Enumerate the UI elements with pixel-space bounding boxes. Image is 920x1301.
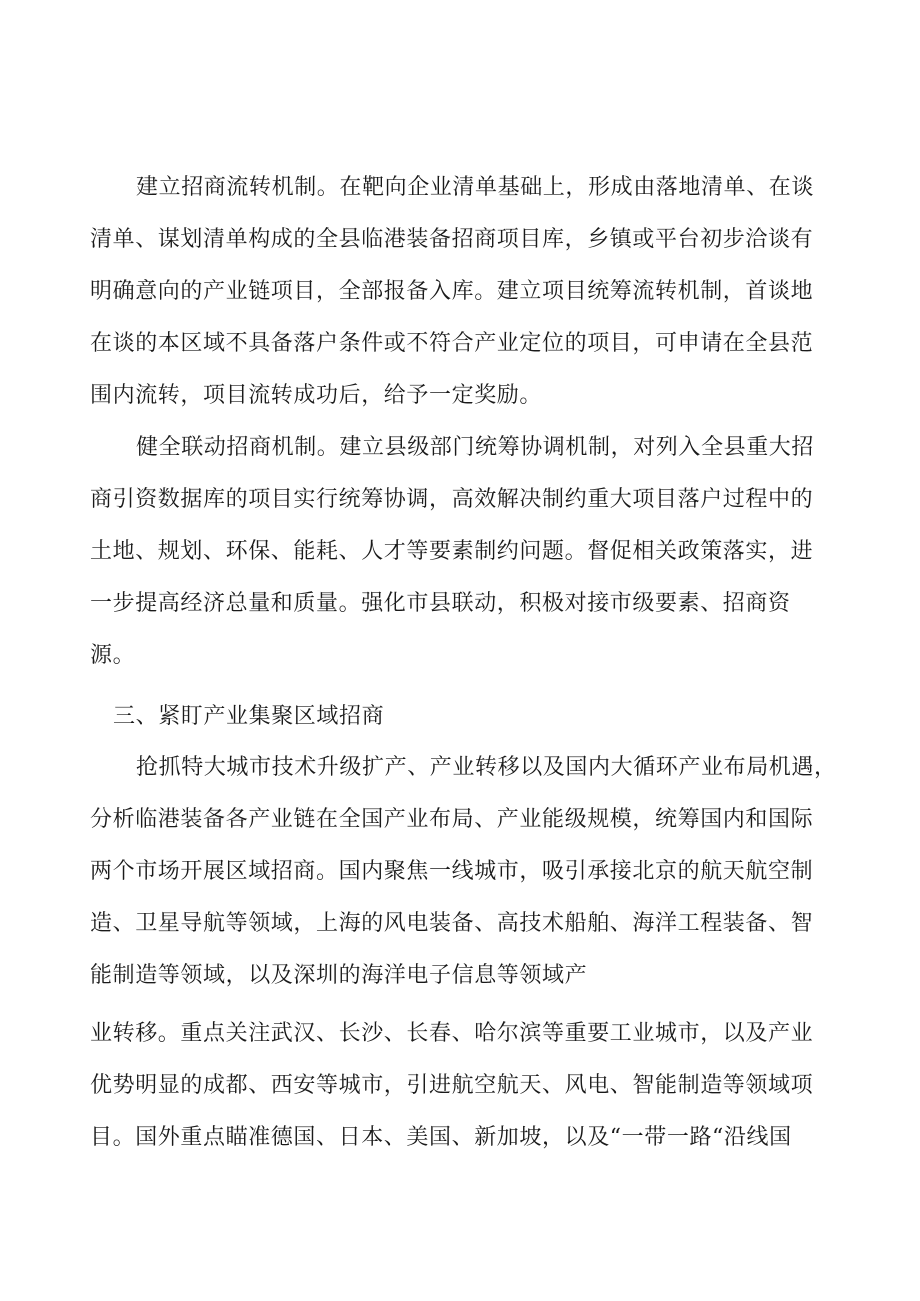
paragraph-2-line-2: 商引资数据库的项目实行统筹协调，高效解决制约重大项目落户过程中的 [90,487,814,512]
paragraph-1-line-2: 清单、谋划清单构成的全县临港装备招商项目库，乡镇或平台初步洽谈有 [90,227,814,252]
paragraph-3-line-8: 目。国外重点瞄准德国、日本、美国、新加坡，以及“一带一路“沿线国 [90,1125,792,1150]
paragraph-3-line-6: 业转移。重点关注武汉、长沙、长春、哈尔滨等重要工业城市，以及产业 [90,1021,814,1046]
paragraph-2-line-5: 源。 [90,643,136,668]
paragraph-3-line-1: 抢抓特大城市技术升级扩产、产业转移以及国内大循环产业布局机遇， [136,755,837,780]
paragraph-3-line-2: 分析临港装备各产业链在全国产业布局、产业能级规模，统筹国内和国际 [90,807,814,832]
paragraph-3-line-5: 能制造等领域，以及深圳的海洋电子信息等领域产 [90,963,588,988]
paragraph-2-line-1: 健全联动招商机制。建立县级部门统筹协调机制，对列入全县重大招 [136,435,815,460]
paragraph-1-line-3: 明确意向的产业链项目，全部报备入库。建立项目统筹流转机制，首谈地 [90,279,814,304]
paragraph-1-line-4: 在谈的本区域不具备落户条件或不符合产业定位的项目，可申请在全县范 [90,331,814,356]
paragraph-3-line-3: 两个市场开展区域招商。国内聚焦一线城市，吸引承接北京的航天航空制 [90,859,814,884]
paragraph-1-line-5: 围内流转，项目流转成功后，给予一定奖励。 [90,383,543,408]
section-heading: 三、紧盯产业集聚区域招商 [113,704,385,729]
paragraph-2-line-4: 一步提高经济总量和质量。强化市县联动，积极对接市级要素、招商资 [90,591,791,616]
paragraph-3-line-4: 造、卫星导航等领域，上海的风电装备、高技术船舶、海洋工程装备、智 [90,911,814,936]
paragraph-1-line-1: 建立招商流转机制。在靶向企业清单基础上，形成由落地清单、在谈 [136,175,815,200]
paragraph-3-line-7: 优势明显的成都、西安等城市，引进航空航天、风电、智能制造等领域项 [90,1073,814,1098]
paragraph-2-line-3: 土地、规划、环保、能耗、人才等要素制约问题。督促相关政策落实，进 [90,539,814,564]
